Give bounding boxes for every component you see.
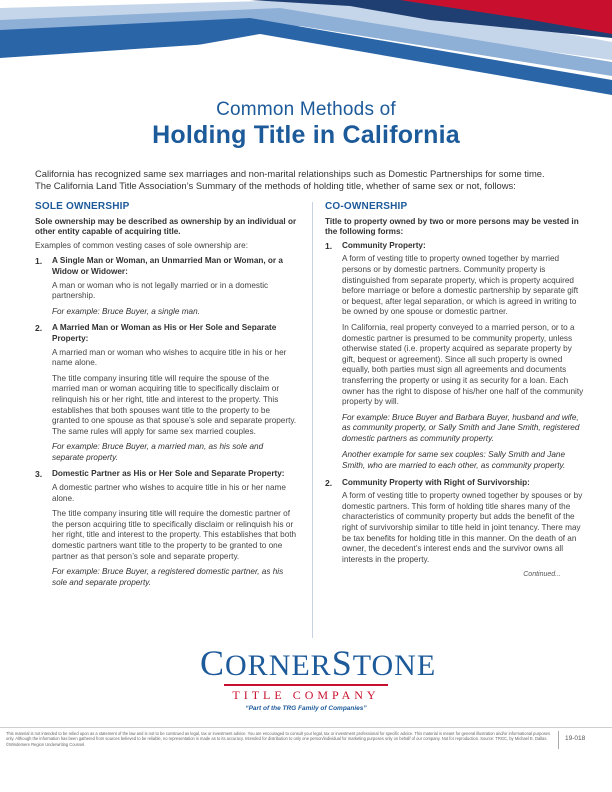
logo-wordmark [200, 643, 437, 683]
header-banner [0, 0, 612, 95]
co-ownership-lead: Title to property owned by two or more persons may be vested in the following forms: [325, 216, 579, 237]
logo-letters: ORNER [225, 649, 332, 682]
item-heading: A Single Man or Woman, an Unmarried Man or Woman, or a Widow or Widower: [52, 256, 283, 276]
co-item-1-heading-row [325, 241, 587, 252]
footer-disclaimer: This material is not intended to be relied upon as a statement of the law and is not to be construed as legal, tax or investment advice. You are encouraged to consult your legal, tax or investment professional for specific advice. This material is meant for general illustration and/or informational purposes only. Although the information has been gathered from sources believed to be reliable, no representation is made as to its accuracy. Intended for distribution to only one person/individual for marketing purposes only on behalf of our company. Not for reproduction. Source: TRGC, by Michael E. Dallas. ©Windemere Region Underwriting Counsel. [6, 731, 551, 747]
item-paragraph: A man or woman who is not legally married or in a domestic partnership. [52, 280, 269, 301]
cornerstone-logo [200, 643, 437, 720]
sole-ownership-column [35, 202, 297, 594]
sole-item-2-heading-row [35, 323, 297, 344]
item-number: 1. [35, 256, 43, 267]
form-code: 19-018 [565, 735, 586, 742]
item-example: For example: Bruce Buyer, a married man, as his sole and separate property. [52, 442, 264, 462]
sole-ownership-heading: SOLE OWNERSHIP [35, 201, 130, 212]
item-heading: Community Property with Right of Survivorship: [342, 477, 530, 487]
item-example: Another example for same sex couples: Sally Smith and Jane Smith, who are married to each other, as community property. [342, 450, 566, 471]
sole-examples-intro: Examples of common vesting cases of sole ownership are: [35, 240, 248, 250]
title-line-1: Common Methods of [216, 99, 396, 120]
item-heading: Domestic Partner as His or Her Sole and Separate Property: [52, 469, 285, 479]
sole-item-3-heading-row [35, 469, 297, 480]
item-number: 3. [35, 469, 43, 480]
logo-subtitle: TITLE COMPANY [232, 687, 380, 702]
item-number: 1. [325, 240, 333, 251]
title-line-2: Holding Title in California [152, 121, 460, 149]
item-example: For example: Bruce Buyer, a registered domestic partner, as his sole and separate property. [52, 567, 284, 587]
intro-sentence-1: California has recognized same sex marriages and non-marital relationships such as Domestic Partnerships for some time. [35, 168, 545, 179]
co-ownership-column [325, 202, 587, 581]
logo-letter: C [200, 643, 226, 683]
item-number: 2. [325, 477, 333, 488]
item-example: For example: Bruce Buyer, a single man. [52, 306, 200, 316]
footer-rule [0, 727, 612, 728]
sole-item-1-heading-row [35, 256, 297, 277]
logo-letter: S [331, 643, 353, 683]
co-ownership-heading: CO-OWNERSHIP [325, 201, 408, 212]
item-paragraph: The title company insuring title will require the spouse of the married man or woman acquiring title to specifically disclaim or relinquish his or her right, title and interest to the property. This establishes that both spouses want title to the property to be granted to one spouse as that spouse’s sole and separate property. The same rules will apply for same sex married couples. [52, 373, 297, 436]
column-divider [312, 202, 313, 638]
item-example: For example: Bruce Buyer and Barbara Buyer, husband and wife, as community property, or Sally Smith and Jane Smith, registered domestic partners as community property. [342, 412, 580, 443]
co-item-2-heading-row [325, 478, 587, 489]
item-paragraph: In California, real property conveyed to a married person, or to a domestic partner is presumed to be community property, unless otherwise stated (i.e. property acquired as separate property by gift, bequest or agreement). Since all such property is owned equally, both parties must sign all agreements and documents transferring the property or using it as security for a loan. Each owner has the right to dispose of his/her one half of the community property by will. [342, 322, 584, 407]
logo-tagline: “Part of the TRG Family of Companies” [245, 704, 367, 712]
item-paragraph: A domestic partner who wishes to acquire title in his or her name alone. [52, 483, 286, 503]
intro-paragraph [35, 168, 580, 192]
continued-note: Continued... [523, 571, 561, 579]
logo-rule [224, 684, 388, 686]
footer-divider [558, 731, 559, 749]
item-paragraph: The title company insuring title will require the domestic partner of the person acquiring title to specifically disclaim or relinquish his or her right, title and interest to the property. This establishes that both domestic partners want title to the property to be granted to one partner as that person’s sole and separate property. [52, 509, 297, 561]
intro-sentence-2: The California Land Title Association’s Summary of the methods of holding title, whether of same sex or not, follows: [35, 180, 516, 191]
logo-letters: TONE [352, 649, 437, 682]
item-paragraph: A form of vesting title to property owned together by spouses or by domestic partners. This form of holding title shares many of the characteristics of community property but adds the benefit of the right of survivorship similar to title held in joint tenancy. There may be tax benefits for holding title in this manner. On the death of an owner, the decedent’s interest ends and the survivor owns all interests in the property. [342, 491, 583, 564]
item-paragraph: A married man or woman who wishes to acquire title in his or her name alone. [52, 347, 287, 368]
item-paragraph: A form of vesting title to property owned together by married persons or by domestic partners. Community property is distinguished from separate property, which is property acquired before marriage or before a domestic partnership by separate gift or bequest, after legal separation, or which is agreed in writing to be owned by one spouse or domestic partner. [342, 254, 579, 317]
item-heading: Community Property: [342, 240, 426, 250]
item-number: 2. [35, 323, 43, 334]
sole-ownership-lead: Sole ownership may be described as ownership by an individual or other entity capable of acquiring title. [35, 216, 297, 237]
item-heading: A Married Man or Woman as His or Her Sole and Separate Property: [52, 323, 277, 343]
document-title [0, 99, 612, 150]
